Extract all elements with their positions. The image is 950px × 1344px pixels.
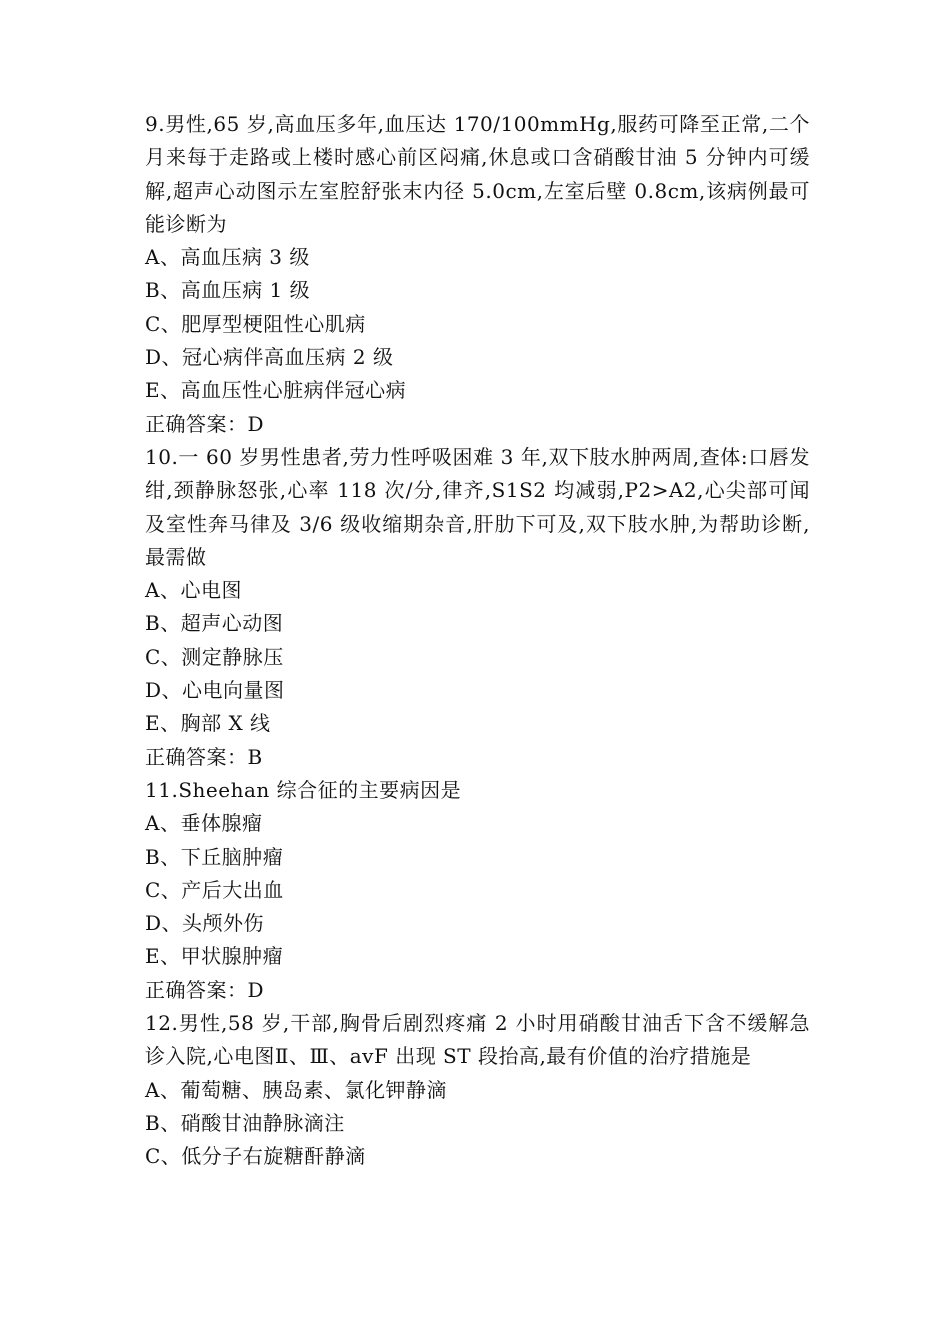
question-9 xyxy=(145,108,810,441)
option-b: B、高血压病 1 级 xyxy=(145,278,311,303)
question-number: 11. xyxy=(145,777,179,802)
option-c: C、肥厚型梗阻性心肌病 xyxy=(145,311,366,336)
option-a: A、心电图 xyxy=(145,578,242,603)
question-text xyxy=(145,441,810,574)
option-a: A、垂体腺瘤 xyxy=(145,811,263,836)
option-d: D、心电向量图 xyxy=(145,678,285,703)
question-text xyxy=(145,108,810,241)
question-stem: Sheehan 综合征的主要病因是 xyxy=(178,777,462,802)
correct-answer: 正确答案：D xyxy=(145,977,265,1002)
question-stem: 一 60 岁男性患者,劳力性呼吸困难 3 年,双下肢水肿两周,查体:口唇发绀,颈静脉怒张,心率 118 次/分,律齐,S1S2 均减弱,P2>A2,心尖部可闻及室性奔马律及 3/6 级收缩期杂音,肝肋下可及,双下肢水肿,为帮助诊断,最需做 xyxy=(145,444,810,569)
option-e: E、甲状腺肿瘤 xyxy=(145,944,284,969)
option-c: C、低分子右旋糖酐静滴 xyxy=(145,1144,366,1169)
correct-answer: 正确答案：B xyxy=(145,744,263,769)
question-stem: 男性,58 岁,干部,胸骨后剧烈疼痛 2 小时用硝酸甘油舌下含不缓解急诊入院,心电图Ⅱ、Ⅲ、avF 出现 ST 段抬高,最有价值的治疗措施是 xyxy=(145,1011,810,1069)
option-b: B、下丘脑肿瘤 xyxy=(145,844,284,869)
option-e: E、胸部 X 线 xyxy=(145,711,271,736)
question-text xyxy=(145,1007,810,1074)
option-b: B、超声心动图 xyxy=(145,611,284,636)
option-d: D、冠心病伴高血压病 2 级 xyxy=(145,345,394,370)
option-a: A、葡萄糖、胰岛素、氯化钾静滴 xyxy=(145,1077,447,1102)
question-10 xyxy=(145,441,810,774)
option-c: C、测定静脉压 xyxy=(145,644,284,669)
question-stem: 男性,65 岁,高血压多年,血压达 170/100mmHg,服药可降至正常,二个月来每于走路或上楼时感心前区闷痛,休息或口含硝酸甘油 5 分钟内可缓解,超声心动图示左室腔舒张末内径 5.0cm,左室后壁 0.8cm,该病例最可能诊断为 xyxy=(145,112,810,236)
option-a: A、高血压病 3 级 xyxy=(145,245,310,270)
question-number: 12. xyxy=(145,1011,179,1036)
question-number: 9. xyxy=(145,112,166,136)
option-d: D、头颅外伤 xyxy=(145,911,265,936)
question-11 xyxy=(145,774,810,1007)
question-12 xyxy=(145,1007,810,1173)
correct-answer: 正确答案：D xyxy=(145,411,265,436)
option-c: C、产后大出血 xyxy=(145,877,284,902)
question-number: 10. xyxy=(145,444,179,469)
option-b: B、硝酸甘油静脉滴注 xyxy=(145,1110,345,1135)
question-text xyxy=(145,774,810,807)
document-page xyxy=(145,108,810,1174)
option-e: E、高血压性心脏病伴冠心病 xyxy=(145,378,407,403)
